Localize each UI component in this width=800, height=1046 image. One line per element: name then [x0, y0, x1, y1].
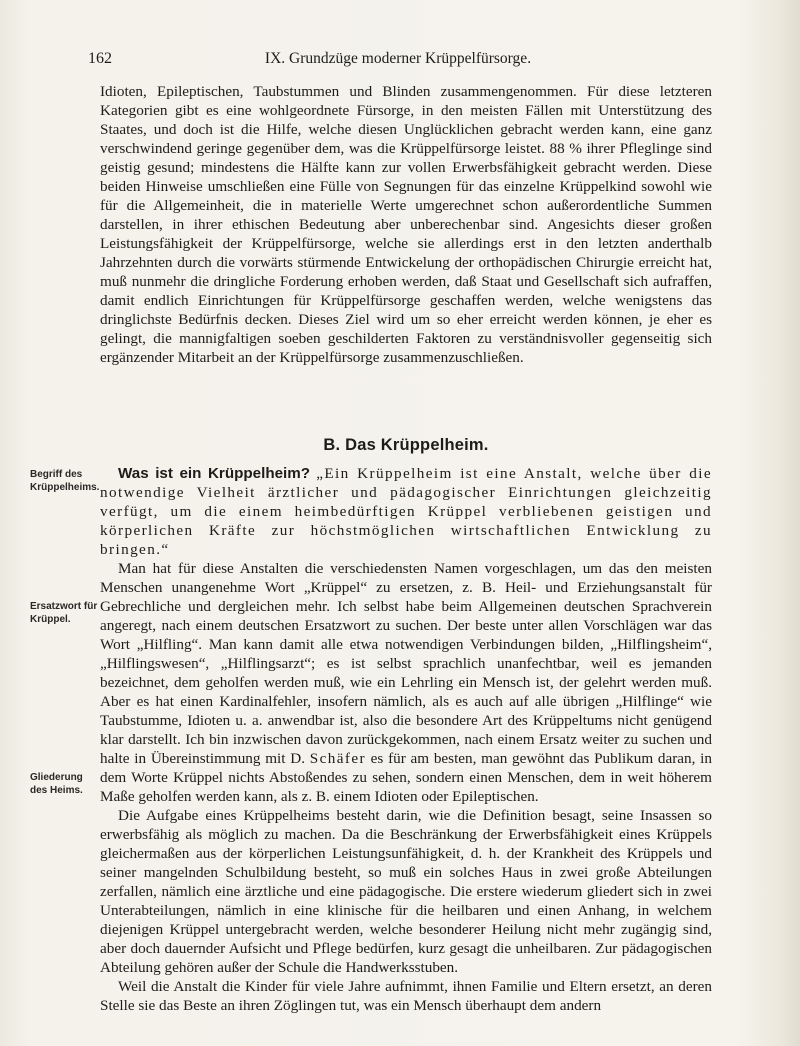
- paragraph-1: Idioten, Epileptischen, Taubstummen und Blinden zusammengenommen. Für diese letzteren Kategorien gibt es eine wohlgeordnete Fürsorge, in den meisten Fällen mit Unterstützung des Staates, und doch ist die Hilfe, welche diesen Unglücklichen gebracht werden kann, eine ganz verschwindend geringe gegenüber dem, was die Krüppelfürsorge leistet. 88 % ihrer Pfleglinge sind geistig gesund; mindestens die Hälfte kann zur vollen Erwerbsfähigkeit gebracht werden. Diese beiden Hinweise umschließen eine Fülle von Segnungen für das einzelne Krüppelkind sowohl wie für die Allgemeinheit, die in materielle Werte umgerechnet schon außerordentliche Summen darstellen, in ihrer ethischen Bedeutung aber unberechenbar sind. Angesichts dieser großen Leistungsfähigkeit der Krüppelfürsorge, welche sie allerdings erst in den letzten anderthalb Jahrzehnten durch die vorwärts stürmende Entwickelung der orthopädischen Chirurgie erreicht hat, muß nunmehr die dringliche Forderung erhoben werden, daß Staat und Gesellschaft sich aufraffen, damit endlich Einrichtungen für Krüppelfürsorge geschaffen werden, welche wenigstens das dringlichste Bedürfnis decken. Dieses Ziel wird um so eher erreicht werden können, je eher es gelingt, die mannigfaltigen soeben geschilderten Faktoren zu verständnisvoller gegenseitig sich ergänzender Mitarbeit an der Krüppelfürsorge zusammenzuschließen.: [100, 83, 712, 366]
- definition-quote: „Ein Krüppelheim ist eine Anstalt, welche über die notwendige Vielheit ärztlicher und pädagogischer Einrichtungen gleichzeitig verfügt, um die einem heimbedürftigen Krüppel verbliebenen geistigen und körperlichen Kräfte zur höchstmöglichen wirtschaftlichen Entwicklung zu bringen.“: [100, 465, 712, 558]
- section-body: [100, 464, 712, 1015]
- definition-paragraph: [100, 464, 712, 559]
- author-name: Schäfer: [309, 750, 366, 767]
- margin-note-begriff: Begriff des Krüppelheims.: [30, 469, 100, 493]
- page-number: 162: [88, 50, 112, 67]
- section-heading: B. Das Krüppelheim.: [323, 436, 489, 454]
- name-paragraph-part-a: Man hat für diese Anstalten die verschiedensten Namen vorgeschlagen, um das den meisten Menschen unangenehme Wort „Krüppel“ zu ersetzen, z. B. Heil- und Erziehungsanstalt für Gebrechliche und dergleichen mehr. Ich selbst habe beim Allgemeinen deutschen Sprachverein angeregt, nach einem deutschen Ersatzwort zu suchen. Der beste unter allen Vorschlägen war das Wort „Hilfling“. Man kann damit alle etwa notwendigen Verbindungen bilden, „Hilflingsheim“, „Hilflingswesen“, „Hilflingsarzt“; es ist selbst sprachlich unanfechtbar, weil es jemanden bezeichnet, dem geholfen werden muß, wie ein Lehrling ein Mensch ist, der gelehrt werden muß. Aber es hat einen Kardinalfehler, insofern nämlich, als es auch auf alle übrigen „Hilflinge“ wie Taubstumme, Idioten u. a. anwendbar ist, also die besondere Art des Krüppeltums nicht genügend klar darstellt. Ich bin inzwischen davon zurückgekommen, nach einem Ersatz weiter zu suchen und halte in Übereinstimmung mit D.: [100, 560, 712, 767]
- definition-question: Was ist ein Krüppelheim?: [118, 465, 311, 482]
- margin-note-ersatzwort: Ersatzwort für Krüppel.: [30, 601, 98, 625]
- margin-note-gliederung: Gliederung des Heims.: [30, 772, 83, 796]
- name-paragraph: [100, 559, 712, 806]
- page-header: [88, 50, 708, 72]
- closing-paragraph: Weil die Anstalt die Kinder für viele Jahre aufnimmt, ihnen Familie und Eltern ersetzt, an deren Stelle sie das Beste an ihren Zöglingen tut, was ein Mensch überhaupt dem andern: [100, 978, 712, 1014]
- task-paragraph: Die Aufgabe eines Krüppelheims besteht darin, wie die Definition besagt, seine Insassen so erwerbsfähig als möglich zu machen. Da die Beschränkung der Erwerbsfähigkeit eines Krüppels gleichermaßen aus der körperlichen Leistungsunfähigkeit, d. h. der Krankheit des Krüppels und seiner mangelnden Schulbildung besteht, so muß ein solches Haus in zwei große Abteilungen zerfallen, nämlich eine ärztliche und eine pädagogische. Die erstere wiederum gliedert sich in zwei Unterabteilungen, nämlich in eine klinische für die heilbaren und einen Anhang, in welchem diejenigen Krüppel untergebracht werden, welche besonderer Heilung nicht mehr zugängig sind, aber doch dauernder Aufsicht und Pflege bedürfen, kurz gesagt die unheilbaren. Zur pädagogischen Abteilung gehören außer der Schule die Handwerksstuben.: [100, 807, 712, 976]
- paragraph-intro: [100, 82, 712, 367]
- running-title: IX. Grundzüge moderner Krüppelfürsorge.: [264, 50, 532, 67]
- name-paragraph-part-b: es für am besten, man gewöhnt das Publikum daran, in dem Worte Krüppel nichts Abstoßendes zu sehen, sondern einen Menschen, dem in weit höherem Maße geholfen werden kann, als z. B. einem Idioten oder Epileptischen.: [100, 750, 712, 805]
